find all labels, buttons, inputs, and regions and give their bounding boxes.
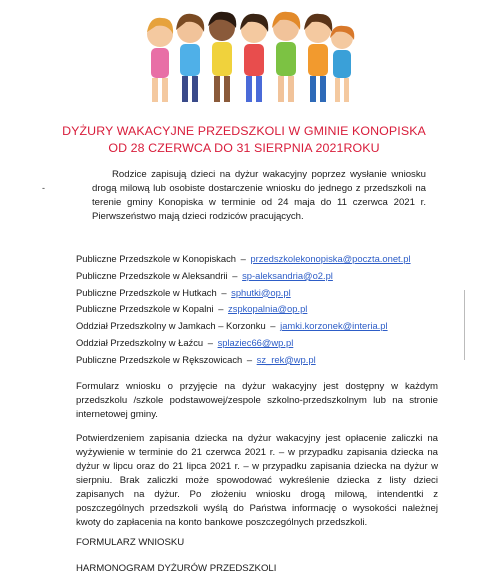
separator: – bbox=[246, 353, 253, 365]
kindergarten-name: Publiczne Przedszkole w Rększowicach bbox=[76, 353, 243, 365]
form-link[interactable]: FORMULARZ WNIOSKU bbox=[76, 537, 185, 548]
confirmation-paragraph: Potwierdzeniem zapisania dziecka na dyżur wakacyjny jest opłacenie zaliczki na wyżywienie w terminie do 21 czerwca 2021 r. – w przypadku zapisania dziecka na dyżur w lipcu oraz do 21 lipca 2021 r. – w przypadku zapisania dziecka na dyżur w sierpniu. Brak zaliczki może spowodować wykreślenie dziecka z listy dzieci zapisanych na dyżur. Po złożeniu wniosku drogą milową, intendentki z poszczególnych przedszkoli wyślą do Państwa informację o wysokości należnej kwoty do zapłacenia na konto bankowe poszczególnych przedszkoli. bbox=[76, 433, 438, 528]
kindergarten-name: Oddział Przedszkolny w Jamkach – Korzonku bbox=[76, 320, 266, 332]
email-link[interactable]: przedszkolekonopiska@poczta.onet.pl bbox=[250, 253, 411, 264]
separator: – bbox=[218, 303, 224, 315]
contact-item bbox=[76, 285, 436, 302]
child-figure bbox=[147, 18, 173, 102]
contact-item bbox=[76, 352, 436, 369]
title-line-2: OD 28 CZERWCA DO 31 SIERPNIA 2021ROKU bbox=[108, 141, 380, 155]
email-link[interactable]: sz_rek@wp.pl bbox=[256, 353, 316, 365]
separator: – bbox=[270, 320, 276, 332]
child-figure bbox=[208, 12, 236, 102]
separator: – bbox=[240, 253, 246, 264]
child-figure bbox=[240, 14, 268, 102]
contact-item bbox=[76, 318, 436, 335]
schedule-link[interactable]: HARMONOGRAM DYŻURÓW PRZEDSZKOLI bbox=[76, 563, 277, 574]
title-line-1: DYŻURY WAKACYJNE PRZEDSZKOLI W GMINIE KONOPISKA bbox=[62, 124, 426, 138]
email-link[interactable]: jamki.korzonek@interia.pl bbox=[280, 320, 388, 332]
kindergarten-name: Publiczne Przedszkole w Aleksandrii bbox=[76, 269, 228, 281]
contact-item bbox=[76, 335, 436, 352]
separator: – bbox=[221, 286, 227, 298]
contact-item bbox=[76, 268, 436, 285]
margin-dash: - bbox=[42, 183, 45, 193]
contact-list bbox=[76, 251, 436, 369]
email-link[interactable]: sp-aleksandria@o2.pl bbox=[242, 269, 333, 281]
child-figure bbox=[272, 12, 300, 102]
kindergarten-name: Publiczne Przedszkole w Kopalni bbox=[76, 303, 214, 315]
kindergarten-name: Publiczne Przedszkole w Hutkach bbox=[76, 286, 217, 298]
margin-line bbox=[464, 290, 465, 360]
children-illustration bbox=[138, 4, 356, 108]
child-figure bbox=[304, 14, 332, 102]
child-figure bbox=[176, 14, 204, 102]
separator: – bbox=[207, 336, 213, 348]
child-figure bbox=[330, 26, 354, 102]
email-link[interactable]: splaziec66@wp.pl bbox=[217, 336, 294, 348]
email-link[interactable]: sphutki@op.pl bbox=[231, 286, 291, 298]
email-link[interactable]: zspkopalnia@op.pl bbox=[228, 303, 308, 315]
contact-item bbox=[76, 301, 436, 318]
kindergarten-name: Publiczne Przedszkole w Konopiskach bbox=[76, 253, 236, 264]
form-info-paragraph: Formularz wniosku o przyjęcie na dyżur wakacyjny jest dostępny w każdym przedszkolu /szkole podstawowej/zespole szkolno-przedszkolnym lub na stronie internetowej gminy. bbox=[76, 381, 438, 420]
kindergarten-name: Oddział Przedszkolny w Łaźcu bbox=[76, 336, 204, 348]
separator: – bbox=[232, 269, 238, 281]
contact-item bbox=[76, 251, 436, 268]
intro-paragraph: Rodzice zapisują dzieci na dyżur wakacyjny poprzez wysłanie wniosku drogą milową lub osobiste dostarczenie wniosku do jednego z przedszkoli na terenie gminy Konopiska w terminie od 24 maja do 11 czerwca 2021 r. Pierwszeństwo mają dzieci rodziców pracujących. bbox=[92, 169, 426, 222]
